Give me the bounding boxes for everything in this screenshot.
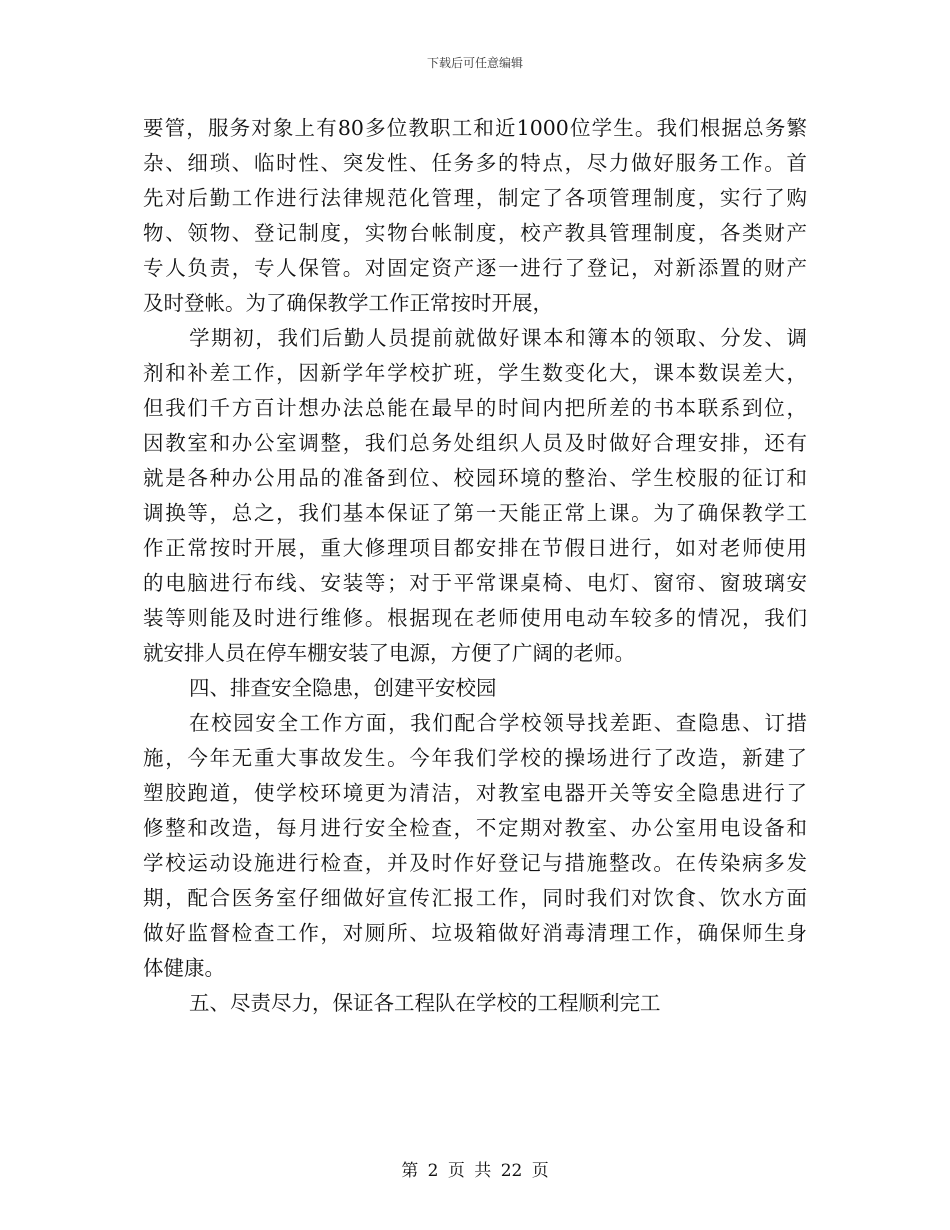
text-line: 四、排查安全隐患，创建平安校园	[189, 676, 497, 700]
text-line: 学校运动设施进行检查，并及时作好登记与措施整改。在传染病多发	[143, 851, 807, 875]
text-line: 调换等，总之，我们基本保证了第一天能正常上课。为了确保教学工	[143, 501, 807, 525]
text-line: 修整和改造，每月进行安全检查，不定期对教室、办公室用电设备和	[143, 816, 807, 840]
text-line: 做好监督检查工作，对厕所、垃圾箱做好消毒清理工作，确保师生身	[143, 921, 807, 945]
text-line: 剂和补差工作，因新学年学校扩班，学生数变化大，课本数误差大，	[143, 361, 807, 385]
text-line: 装等则能及时进行维修。根据现在老师使用电动车较多的情况，我们	[143, 606, 807, 630]
text-line: 及时登帐。为了确保教学工作正常按时开展，	[143, 291, 553, 315]
text-line: 要管，服务对象上有80多位教职工和近1000位学生。我们根据总务繁	[143, 116, 807, 140]
text-line: 杂、细琐、临时性、突发性、任务多的特点，尽力做好服务工作。首	[143, 151, 807, 175]
page-footer: 第 2 页 共 22 页	[401, 1161, 549, 1181]
document-body	[143, 111, 807, 1021]
text-line: 专人负责，专人保管。对固定资产逐一进行了登记，对新添置的财产	[143, 256, 807, 280]
text-line: 先对后勤工作进行法律规范化管理，制定了各项管理制度，实行了购	[143, 186, 807, 210]
page-header: 下载后可任意编辑	[426, 56, 523, 70]
text-line: 学期初，我们后勤人员提前就做好课本和簿本的领取、分发、调	[189, 326, 807, 350]
text-line: 体健康。	[143, 956, 225, 980]
text-line: 就安排人员在停车棚安装了电源，方便了广阔的老师。	[143, 641, 635, 665]
text-line: 因教室和办公室调整，我们总务处组织人员及时做好合理安排，还有	[143, 431, 807, 455]
text-line: 期，配合医务室仔细做好宣传汇报工作，同时我们对饮食、饮水方面	[143, 886, 807, 910]
text-line: 物、领物、登记制度，实物台帐制度，校产教具管理制度，各类财产	[143, 221, 807, 245]
text-line: 作正常按时开展，重大修理项目都安排在节假日进行，如对老师使用	[143, 536, 807, 560]
text-line: 施，今年无重大事故发生。今年我们学校的操场进行了改造，新建了	[143, 746, 807, 770]
text-line: 的电脑进行布线、安装等；对于平常课桌椅、电灯、窗帘、窗玻璃安	[143, 571, 807, 595]
text-line: 就是各种办公用品的准备到位、校园环境的整治、学生校服的征订和	[143, 466, 807, 490]
text-line: 塑胶跑道，使学校环境更为清洁，对教室电器开关等安全隐患进行了	[143, 781, 807, 805]
text-line: 但我们千方百计想办法总能在最早的时间内把所差的书本联系到位，	[143, 396, 807, 420]
text-line: 在校园安全工作方面，我们配合学校领导找差距、查隐患、订措	[189, 711, 807, 735]
text-line: 五、尽责尽力，保证各工程队在学校的工程顺利完工	[189, 991, 661, 1015]
